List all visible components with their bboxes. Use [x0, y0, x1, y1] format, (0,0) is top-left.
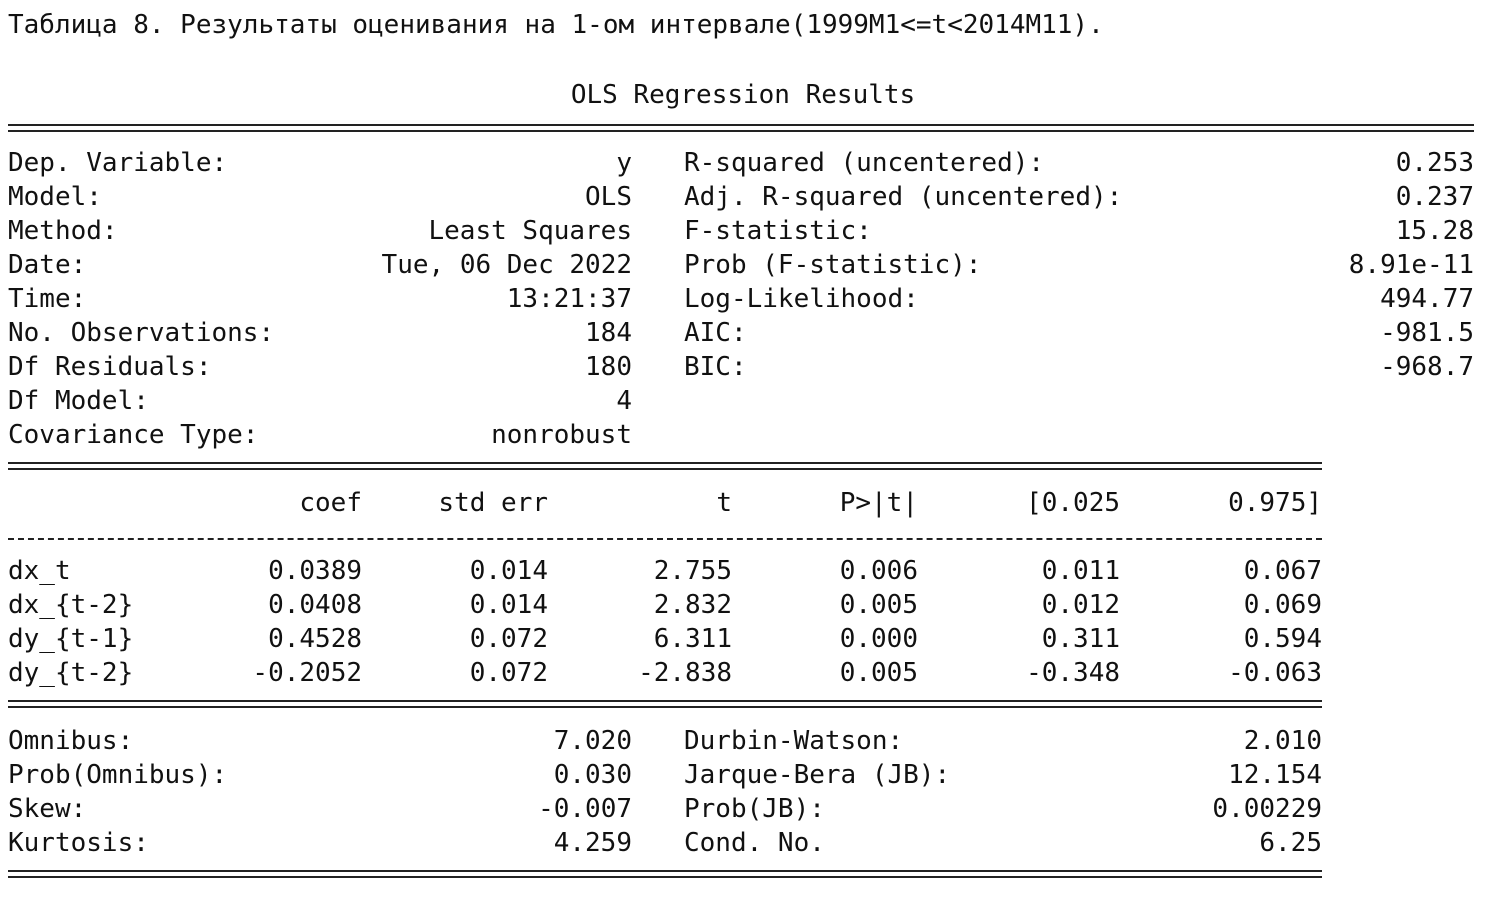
summary-left-row: [8, 350, 648, 384]
coef-row: [0, 588, 1486, 622]
coef-value: 0.014: [469, 556, 548, 586]
diag-top-double-rule: [8, 700, 1322, 702]
table-caption: Таблица 8. Результаты оценивания на 1-ом интервале(1999M1<=t<2014M11).: [8, 10, 1104, 40]
summary-value: 0.253: [1395, 148, 1474, 178]
diag-label: Cond. No.: [684, 828, 825, 858]
coef-header-dash-rule: [8, 538, 1322, 540]
coef-value: 0.005: [839, 658, 918, 688]
coef-value: 0.069: [1243, 590, 1322, 620]
summary-right-row: [684, 350, 1474, 384]
diag-label: Prob(Omnibus):: [8, 760, 228, 790]
summary-label: R-squared (uncentered):: [684, 148, 1045, 178]
summary-label: BIC:: [684, 352, 747, 382]
diag-value: 0.030: [553, 760, 632, 790]
diag-left-row: [8, 792, 648, 826]
coef-value: 2.755: [653, 556, 732, 586]
summary-value: Least Squares: [428, 216, 632, 246]
results-title: OLS Regression Results: [570, 80, 916, 110]
summary-label: No. Observations:: [8, 318, 275, 348]
diag-left-row: [8, 724, 648, 758]
summary-value: nonrobust: [491, 420, 632, 450]
coef-row: [0, 622, 1486, 656]
coef-top-double-rule: [8, 462, 1322, 464]
coef-value: 0.0389: [268, 556, 362, 586]
coef-value: 0.594: [1243, 624, 1322, 654]
diag-right-row: [684, 724, 1322, 758]
diag-left-row: [8, 758, 648, 792]
diag-label: Durbin-Watson:: [684, 726, 904, 756]
top-double-rule: [8, 124, 1474, 126]
diag-value: 0.00229: [1212, 794, 1322, 824]
diag-right-row: [684, 792, 1322, 826]
summary-value: -981.5: [1380, 318, 1474, 348]
coef-value: -2.838: [638, 658, 732, 688]
coef-column-header: P>|t|: [839, 488, 918, 518]
summary-label: AIC:: [684, 318, 747, 348]
summary-label: Adj. R-squared (uncentered):: [684, 182, 1123, 212]
summary-label: Model:: [8, 182, 102, 212]
summary-value: 180: [585, 352, 632, 382]
summary-left-row: [8, 214, 648, 248]
summary-label: F-statistic:: [684, 216, 872, 246]
diag-value: 6.25: [1259, 828, 1322, 858]
diag-label: Kurtosis:: [8, 828, 149, 858]
coef-column-header: std err: [438, 488, 548, 518]
diag-right-row: [684, 826, 1322, 860]
summary-value: OLS: [585, 182, 632, 212]
summary-label: Covariance Type:: [8, 420, 259, 450]
summary-right-row: [684, 146, 1474, 180]
summary-value: -968.7: [1380, 352, 1474, 382]
coef-variable-name: dy_{t-1}: [8, 624, 134, 654]
coef-variable-name: dy_{t-2}: [8, 658, 134, 688]
summary-label: Df Residuals:: [8, 352, 212, 382]
coef-variable-name: dx_t: [8, 556, 71, 586]
coef-value: 0.011: [1041, 556, 1120, 586]
summary-left-row: [8, 418, 648, 452]
summary-right-row: [684, 316, 1474, 350]
summary-left-row: [8, 316, 648, 350]
coef-value: 0.0408: [268, 590, 362, 620]
diag-left-row: [8, 826, 648, 860]
summary-value: 13:21:37: [506, 284, 632, 314]
coef-column-header: [0.025: [1026, 488, 1120, 518]
coef-value: 0.067: [1243, 556, 1322, 586]
coef-value: 6.311: [653, 624, 732, 654]
diag-value: 2.010: [1243, 726, 1322, 756]
coef-value: 0.072: [469, 624, 548, 654]
bottom-double-rule: [8, 870, 1322, 872]
diag-value: 4.259: [553, 828, 632, 858]
summary-label: Time:: [8, 284, 87, 314]
diag-value: 7.020: [553, 726, 632, 756]
coef-row: [0, 554, 1486, 588]
summary-left-row: [8, 248, 648, 282]
summary-value: 494.77: [1380, 284, 1474, 314]
summary-value: 184: [585, 318, 632, 348]
summary-value: y: [616, 148, 632, 178]
summary-left-row: [8, 180, 648, 214]
summary-right-row: [684, 282, 1474, 316]
diag-label: Omnibus:: [8, 726, 134, 756]
diag-label: Skew:: [8, 794, 87, 824]
summary-left-row: [8, 282, 648, 316]
summary-label: Prob (F-statistic):: [684, 250, 982, 280]
coef-value: 0.012: [1041, 590, 1120, 620]
coef-value: -0.2052: [252, 658, 362, 688]
coef-value: -0.063: [1228, 658, 1322, 688]
coef-row: [0, 656, 1486, 690]
summary-right-row: [684, 180, 1474, 214]
coef-value: 0.000: [839, 624, 918, 654]
diag-label: Jarque-Bera (JB):: [684, 760, 951, 790]
summary-value: 15.28: [1395, 216, 1474, 246]
coef-column-header: t: [716, 488, 732, 518]
summary-value: 0.237: [1395, 182, 1474, 212]
coef-value: 0.006: [839, 556, 918, 586]
coef-value: 0.072: [469, 658, 548, 688]
coef-value: 0.4528: [268, 624, 362, 654]
summary-label: Log-Likelihood:: [684, 284, 919, 314]
coef-variable-name: dx_{t-2}: [8, 590, 134, 620]
diag-right-row: [684, 758, 1322, 792]
summary-value: 8.91e-11: [1348, 250, 1474, 280]
coef-column-header: 0.975]: [1228, 488, 1322, 518]
coef-value: 0.014: [469, 590, 548, 620]
summary-label: Method:: [8, 216, 118, 246]
summary-label: Date:: [8, 250, 87, 280]
coef-value: 0.005: [839, 590, 918, 620]
summary-label: Dep. Variable:: [8, 148, 228, 178]
coef-column-header: coef: [299, 488, 362, 518]
diag-value: 12.154: [1228, 760, 1322, 790]
coef-value: 0.311: [1041, 624, 1120, 654]
diag-value: -0.007: [538, 794, 632, 824]
summary-value: 4: [616, 386, 632, 416]
summary-left-row: [8, 384, 648, 418]
diag-label: Prob(JB):: [684, 794, 825, 824]
coef-value: 2.832: [653, 590, 732, 620]
coef-header-cells: [0, 486, 1486, 520]
summary-right-row: [684, 214, 1474, 248]
summary-right-row: [684, 248, 1474, 282]
summary-value: Tue, 06 Dec 2022: [381, 250, 632, 280]
summary-label: Df Model:: [8, 386, 149, 416]
summary-left-row: [8, 146, 648, 180]
coef-value: -0.348: [1026, 658, 1120, 688]
